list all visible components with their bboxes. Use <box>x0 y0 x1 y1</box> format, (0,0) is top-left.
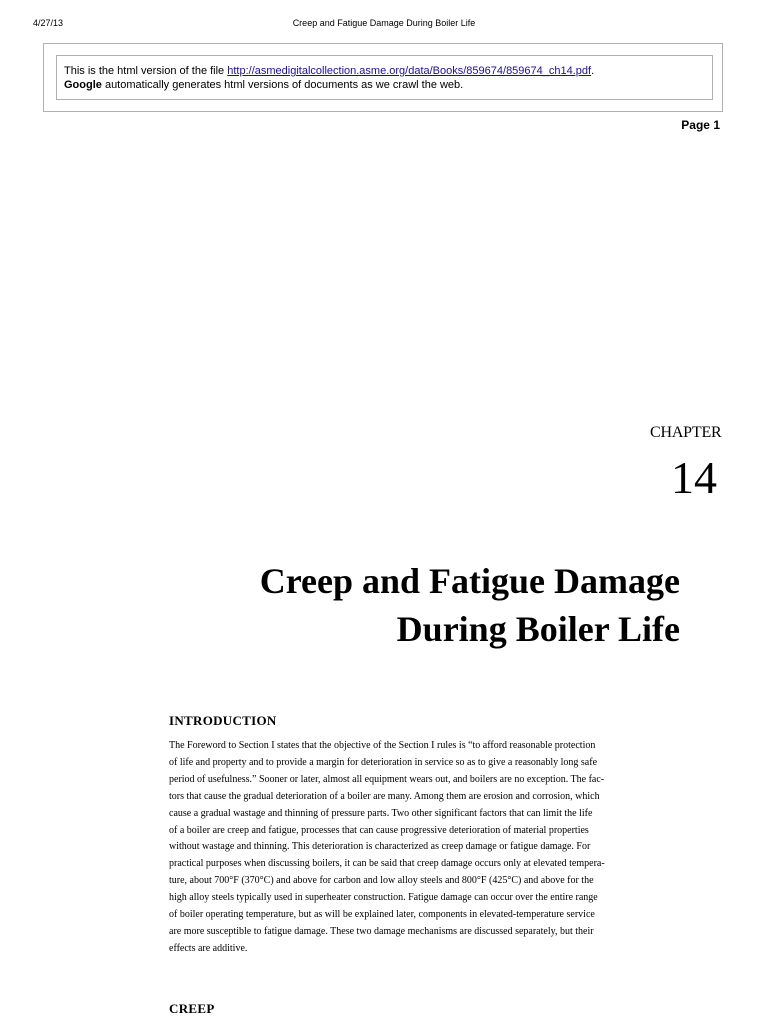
paragraph-line: are more susceptible to fatigue damage. These two damage mechanisms are discussed separately, but their <box>169 925 594 937</box>
paragraph-line: of life and property and to provide a margin for deterioration in service so as to give a reasonably long safe <box>169 756 598 768</box>
introduction-paragraph <box>169 738 709 958</box>
notice-line-2-text: automatically generates html versions of documents as we crawl the web. <box>101 79 464 91</box>
introduction-heading: INTRODUCTION <box>169 713 277 728</box>
chapter-title-line-1: Creep and Fatigue Damage <box>259 561 680 601</box>
source-pdf-link[interactable]: http://asmedigitalcollection.asme.org/data/Books/859674/859674_ch14.pdf <box>227 65 592 77</box>
paragraph-line: effects are additive. <box>169 942 248 954</box>
print-date: 4/27/13 <box>33 18 64 28</box>
print-header <box>0 18 768 32</box>
paragraph-line: period of usefulness.” Sooner or later, almost all equipment wears out, and boilers are no exception. The fac- <box>169 773 605 785</box>
notice-line-2 <box>64 78 705 92</box>
paragraph-line: high alloy steels typically used in superheater construction. Fatigue damage can occur over the entire range <box>169 892 598 904</box>
google-html-notice <box>43 43 723 112</box>
paragraph-line: of a boiler are creep and fatigue, processes that can cause progressive deterioration of material properties <box>169 824 589 836</box>
notice-line-1 <box>64 64 705 78</box>
paragraph-line: practical purposes when discussing boilers, it can be said that creep damage occurs only at elevated tempera- <box>169 858 605 870</box>
paragraph-line: cause a gradual wastage and thinning of pressure parts. Two other significant factors that can limit the life <box>169 807 593 819</box>
print-title: Creep and Fatigue Damage During Boiler Life <box>292 18 476 28</box>
page-number-label: Page 1 <box>681 118 720 132</box>
paragraph-line: of boiler operating temperature, but as will be explained later, components in elevated-temperature service <box>169 909 595 921</box>
notice-suffix: . <box>591 65 595 77</box>
creep-heading: CREEP <box>169 1001 215 1016</box>
paragraph-line: without wastage and thinning. This deterioration is characterized as creep damage or fatigue damage. For <box>169 841 591 853</box>
chapter-title-line-2: During Boiler Life <box>396 609 680 649</box>
chapter-number: 14 <box>671 452 717 503</box>
notice-box <box>56 55 713 100</box>
notice-prefix: This is the html version of the file <box>64 65 228 77</box>
google-label: Google <box>64 79 102 91</box>
chapter-word: CHAPTER <box>650 424 722 441</box>
paragraph-line: tors that cause the gradual deterioration of a boiler are many. Among them are erosion and corrosion, which <box>169 790 600 802</box>
paragraph-line: The Foreword to Section I states that the objective of the Section I rules is “to afford reasonable protection <box>169 740 596 751</box>
paragraph-line: ture, about 700°F (370°C) and above for carbon and low alloy steels and 800°F (425°C) and above for the <box>169 875 594 887</box>
chapter-title <box>160 557 680 653</box>
